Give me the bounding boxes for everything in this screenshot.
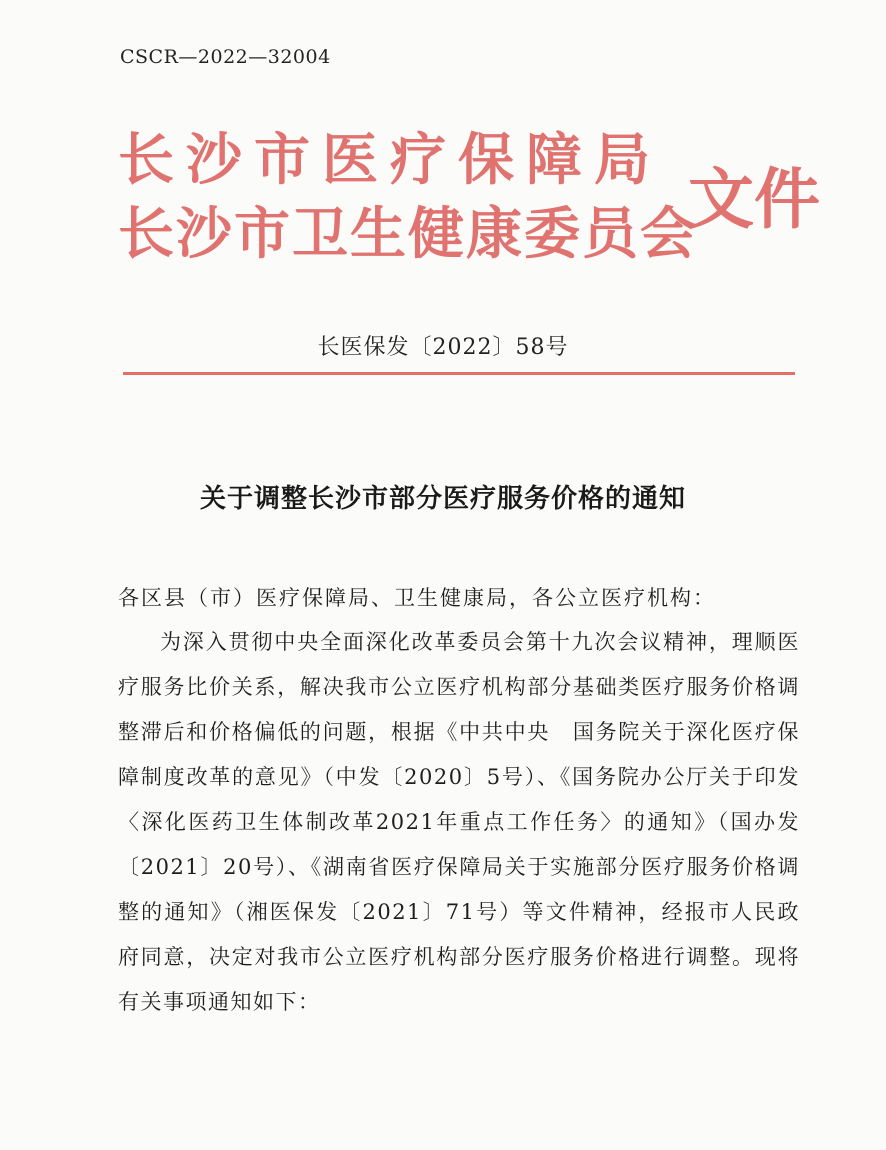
body-paragraph: 为深入贯彻中央全面深化改革委员会第十九次会议精神，理顺医疗服务比价关系，解决我市公立医疗机构部分基础类医疗服务价格调整滞后和价格偏低的问题，根据《中共中央 国务院关于深化医疗保障制度改革的意见》（中发〔2020〕5号）、《国务院办公厅关于印发〈深化医药卫生体制改革2021年重点工作任务〉的通知》（国办发〔2021〕20号）、《湖南省医疗保障局关于实施部分医疗服务价格调整的通知》（湘医保发〔2021〕71号）等文件精神，经报市人民政府同意，决定对我市公立医疗机构部分医疗服务价格进行调整。现将有关事项通知如下： — [118, 630, 800, 1014]
document-number: 长医保发〔2022〕58号 — [317, 335, 569, 360]
document-type-label: 文件 — [688, 161, 820, 238]
issuing-authorities — [118, 124, 698, 272]
document-code: CSCR—2022—32004 — [120, 46, 331, 68]
red-separator-rule — [123, 372, 795, 375]
notice-title: 关于调整长沙市部分医疗服务价格的通知 — [199, 484, 686, 514]
notice-body — [118, 576, 800, 1025]
issuer-medical-security-bureau: 长沙市医疗保障局 — [118, 128, 662, 193]
salutation: 各区县（市）医疗保障局、卫生健康局，各公立医疗机构： — [118, 586, 716, 610]
issuer-health-commission: 长沙市卫生健康委员会 — [118, 202, 698, 267]
